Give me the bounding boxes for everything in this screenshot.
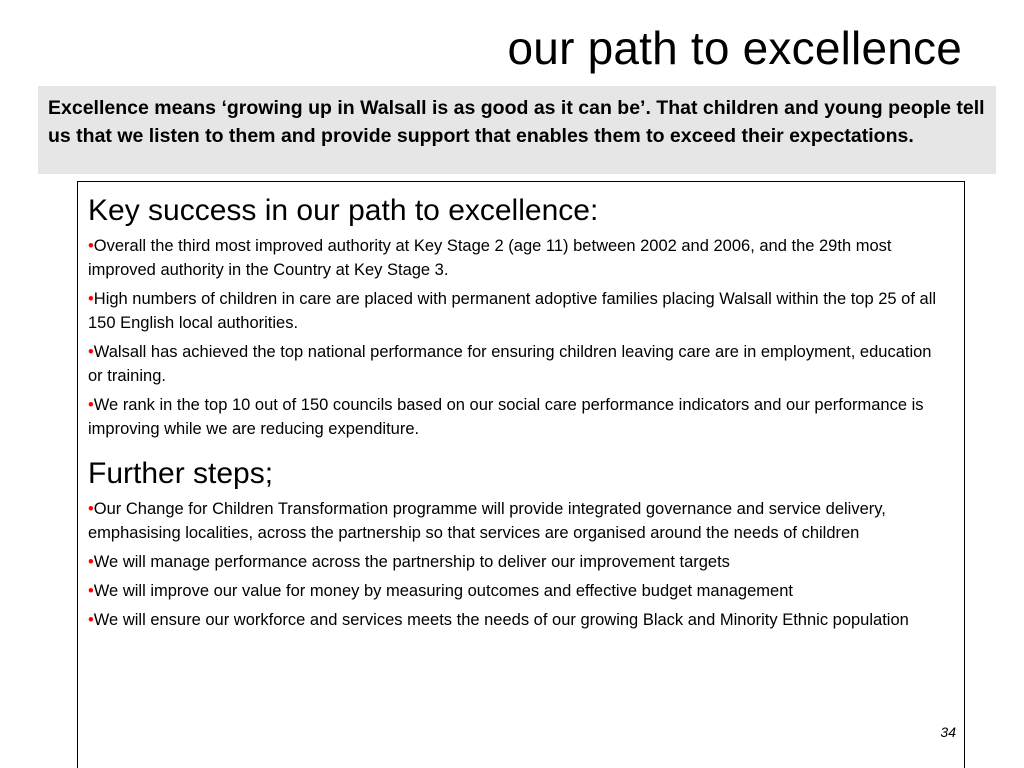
content-box: [77, 181, 965, 768]
key-success-list: [88, 234, 948, 441]
list-item-text: Overall the third most improved authority at Key Stage 2 (age 11) between 2002 and 2006, and the 29th most improved authority in the Country at Key Stage 3.: [88, 237, 892, 279]
list-item: [88, 234, 948, 282]
page-number: 34: [940, 724, 956, 740]
list-item-text: Our Change for Children Transformation programme will provide integrated governance and service delivery, emphasising localities, across the partnership so that services are organised around the needs of children: [88, 500, 886, 542]
list-item-text: We rank in the top 10 out of 150 councils based on our social care performance indicators and our performance is improving while we are reducing expenditure.: [88, 396, 924, 438]
list-item-text: We will manage performance across the partnership to deliver our improvement targets: [93, 553, 730, 571]
list-item: [88, 579, 948, 603]
bullet-icon: •: [88, 396, 94, 414]
bullet-icon: •: [88, 500, 94, 518]
bullet-icon: •: [88, 611, 94, 629]
list-item: [88, 497, 948, 545]
list-item-text: We will ensure our workforce and services meets the needs of our growing Black and Minority Ethnic population: [93, 611, 909, 629]
bullet-icon: •: [88, 582, 94, 600]
further-steps-list: [88, 497, 948, 632]
bullet-icon: •: [88, 343, 94, 361]
list-item-text: Walsall has achieved the top national performance for ensuring children leaving care are in employment, education or training.: [88, 343, 932, 385]
list-item: [88, 608, 948, 632]
list-item: [88, 287, 948, 335]
further-steps-heading: Further steps;: [88, 457, 274, 490]
slide-title: our path to excellence: [507, 22, 962, 74]
intro-callout: Excellence means ‘growing up in Walsall is as good as it can be’. That children and young people tell us that we listen to them and provide support that enables them to exceed their expectations.: [38, 86, 996, 174]
list-item: [88, 550, 948, 574]
key-success-heading: Key success in our path to excellence:: [88, 194, 599, 227]
list-item: [88, 340, 948, 388]
list-item: [88, 393, 948, 441]
bullet-icon: •: [88, 290, 94, 308]
bullet-icon: •: [88, 237, 94, 255]
list-item-text: High numbers of children in care are placed with permanent adoptive families placing Walsall within the top 25 of all 150 English local authorities.: [88, 290, 937, 332]
bullet-icon: •: [88, 553, 94, 571]
list-item-text: We will improve our value for money by measuring outcomes and effective budget management: [93, 582, 793, 600]
